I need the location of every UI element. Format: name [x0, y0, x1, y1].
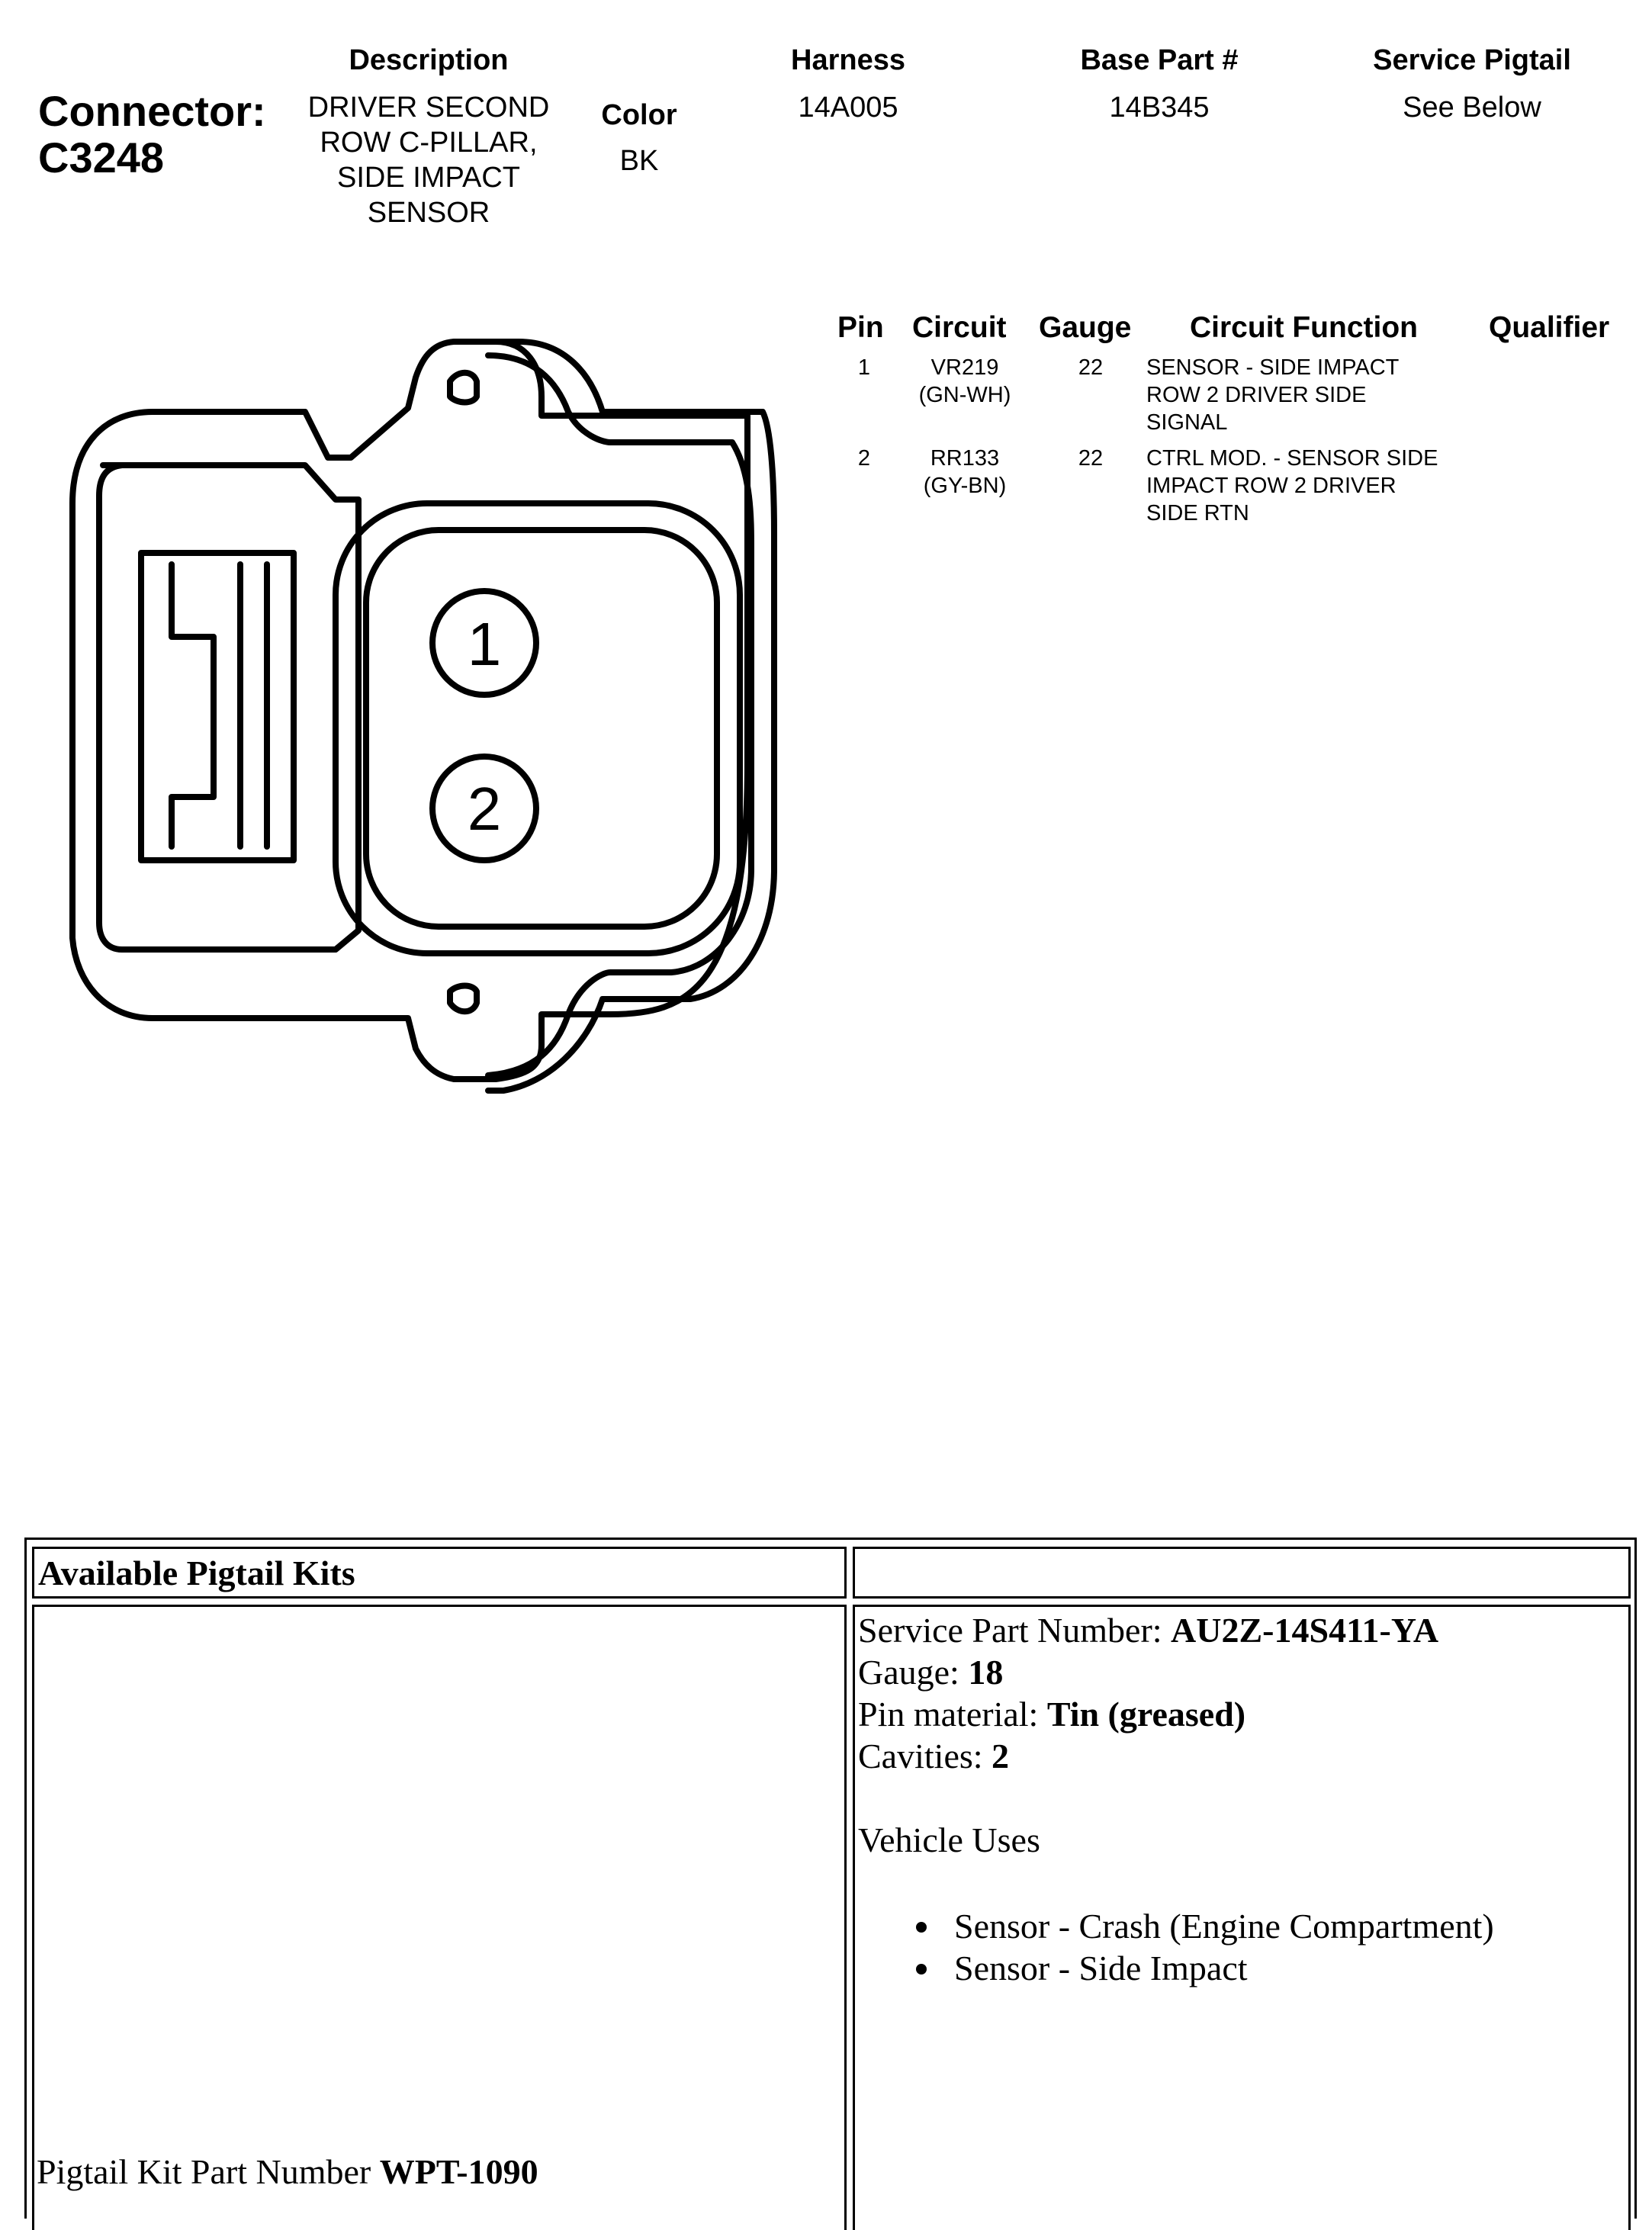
vehicle-use-text: Sensor - Crash (Engine Compartment) — [954, 1907, 1494, 1946]
service-pigtail-header: Service Pigtail — [1373, 44, 1571, 76]
cavities-value: 2 — [992, 1737, 1010, 1775]
service-pigtail-value: See Below — [1403, 92, 1541, 124]
vehicle-uses-title: Vehicle Uses — [858, 1820, 1040, 1859]
function-line: SENSOR - SIDE IMPACT — [1146, 355, 1400, 380]
bullet-icon — [916, 1922, 927, 1933]
description-line: SENSOR — [367, 197, 490, 229]
service-part-value: AU2Z-14S411-YA — [1171, 1611, 1439, 1650]
circuit-cell — [900, 445, 1030, 500]
list-item — [954, 1905, 1621, 1947]
circuit-id: VR219 — [930, 355, 999, 380]
pin-column-header: Pin — [837, 311, 884, 344]
base-part-value: 14B345 — [1109, 92, 1210, 124]
function-cell — [1146, 354, 1467, 436]
function-line: IMPACT ROW 2 DRIVER — [1146, 474, 1396, 498]
function-cell — [1146, 445, 1467, 527]
cavities-label: Cavities: — [858, 1737, 992, 1775]
locating-tab-lower — [450, 986, 477, 1012]
service-part-label: Service Part Number: — [858, 1611, 1172, 1650]
cavity-frame-inner — [366, 530, 717, 927]
locating-tab — [450, 373, 477, 403]
description-header: Description — [349, 44, 509, 76]
pin-material-value: Tin (greased) — [1046, 1695, 1246, 1734]
connector-body-outline — [72, 342, 747, 1079]
vehicle-use-text: Sensor - Side Impact — [954, 1949, 1248, 1987]
pin-material-label: Pin material: — [858, 1695, 1047, 1734]
pin-material-line — [858, 1693, 1621, 1735]
function-column-header: Circuit Function — [1190, 311, 1418, 344]
pigtail-kit-part-number — [37, 2151, 538, 2193]
description-line: ROW C-PILLAR, — [320, 127, 538, 159]
function-line: SIDE RTN — [1146, 501, 1249, 525]
pin-1-label: 1 — [467, 610, 502, 678]
gauge-cell: 22 — [1078, 355, 1104, 380]
connector-shell-back — [488, 342, 774, 1091]
latch-inner — [172, 564, 214, 847]
bullet-icon — [916, 1964, 927, 1975]
connector-label: Connector: — [38, 87, 266, 135]
pigtail-title-blank-cell — [853, 1547, 1631, 1599]
pin-number: 2 — [857, 446, 871, 471]
description-line: SIDE IMPACT — [337, 162, 520, 194]
list-item — [954, 1947, 1621, 1989]
connector-face-diagram — [46, 320, 801, 1121]
circuit-color: (GY-BN) — [923, 474, 1007, 498]
circuit-color: (GN-WH) — [918, 383, 1011, 407]
circuit-id: RR133 — [930, 446, 1000, 471]
function-line: SIGNAL — [1146, 410, 1228, 435]
pigtail-title: Available Pigtail Kits — [38, 1554, 355, 1592]
gauge-column-header: Gauge — [1039, 311, 1132, 344]
color-value: BK — [619, 145, 659, 177]
connector-id: C3248 — [38, 133, 165, 182]
gauge-cell: 22 — [1078, 446, 1104, 471]
function-line: CTRL MOD. - SENSOR SIDE — [1146, 446, 1438, 471]
cavity-frame-outer — [336, 503, 740, 953]
pigtail-kit-label: Pigtail Kit Part Number — [37, 2152, 380, 2191]
pigtail-details — [858, 1609, 1621, 1989]
pigtail-kit-value: WPT-1090 — [379, 2152, 538, 2191]
gauge-label: Gauge: — [858, 1653, 969, 1692]
pin-2-label: 2 — [467, 775, 502, 843]
pin-number: 1 — [857, 355, 871, 380]
cavities-line — [858, 1735, 1621, 1777]
harness-value: 14A005 — [798, 92, 898, 124]
gauge-value: 18 — [968, 1653, 1004, 1692]
vehicle-uses-list — [858, 1905, 1621, 1989]
description-value — [276, 90, 581, 230]
description-line: DRIVER SECOND — [307, 92, 550, 124]
circuit-column-header: Circuit — [912, 311, 1007, 344]
service-part-line — [858, 1609, 1621, 1651]
qualifier-column-header: Qualifier — [1489, 311, 1610, 344]
function-line: ROW 2 DRIVER SIDE — [1146, 383, 1367, 407]
circuit-cell — [900, 354, 1030, 409]
pigtail-image-cell — [32, 1605, 847, 2230]
base-part-header: Base Part # — [1080, 44, 1239, 76]
harness-header: Harness — [791, 44, 905, 76]
color-header: Color — [601, 99, 677, 131]
gauge-line — [858, 1651, 1621, 1693]
latch-outer — [141, 553, 294, 860]
